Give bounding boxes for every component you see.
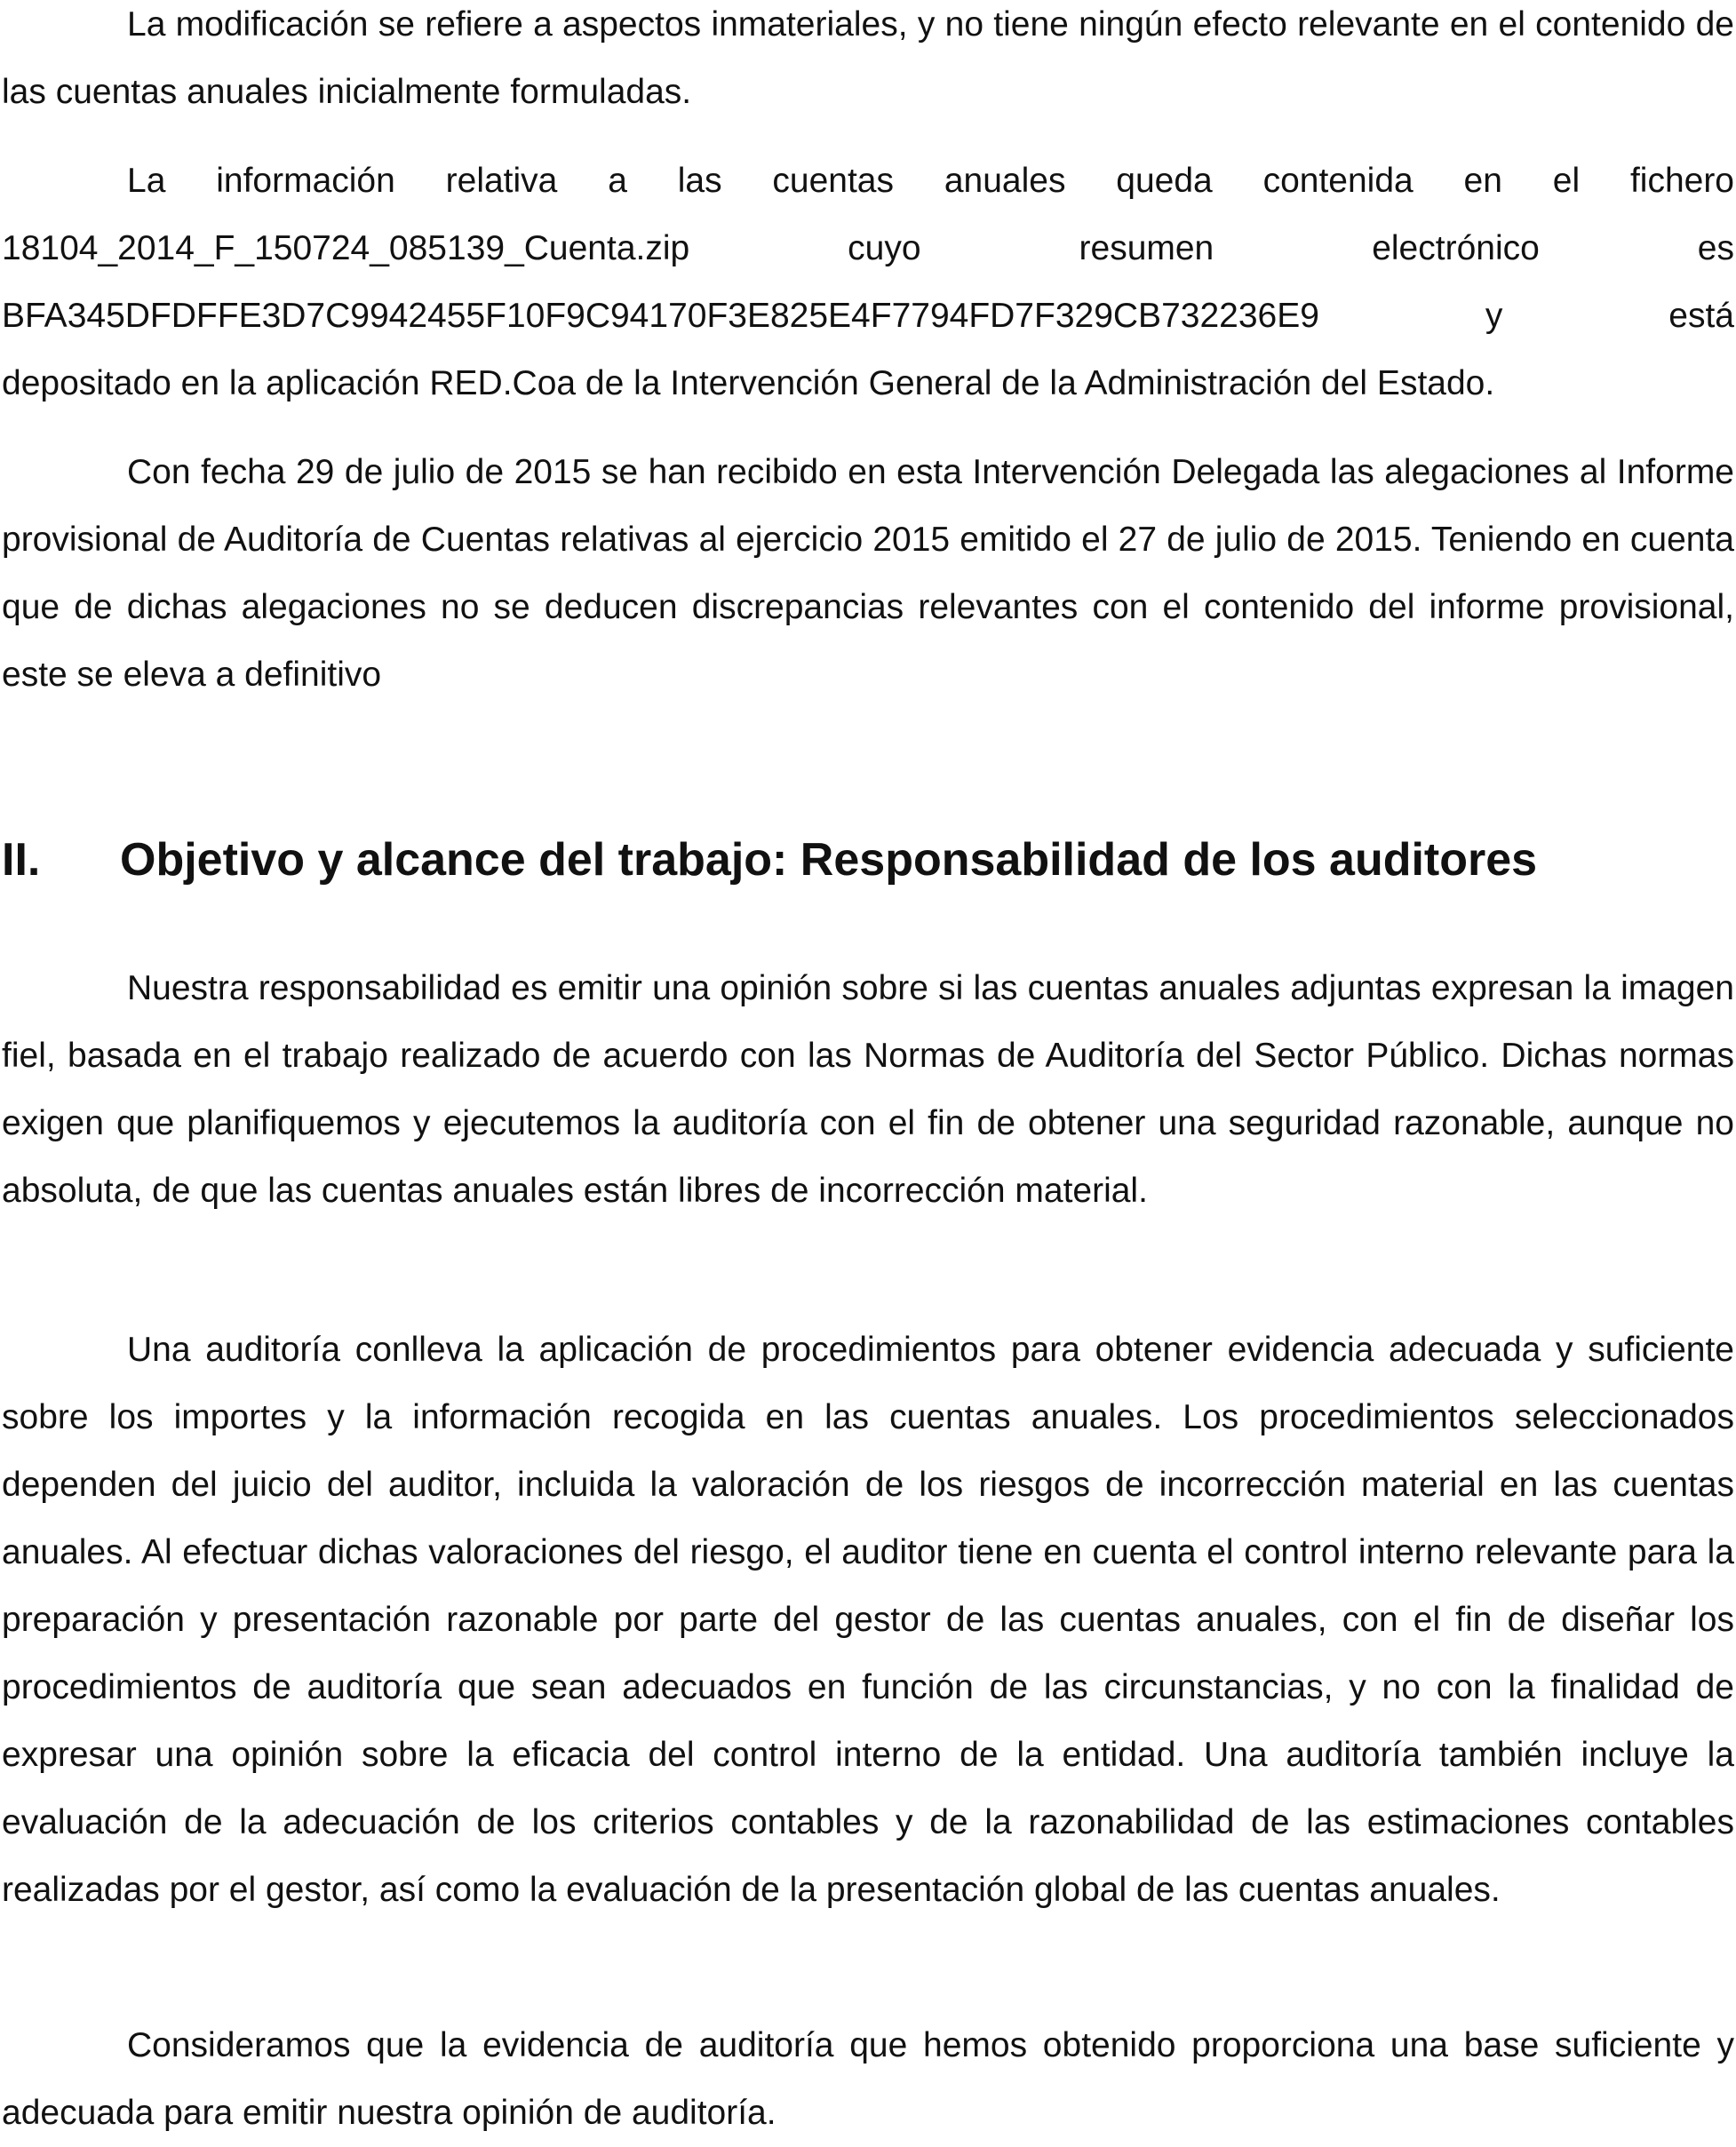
file-info-line-1: La información relativa a las cuentas anuales queda contenida en el fichero bbox=[127, 162, 1734, 200]
file-info-line-4: depositado en la aplicación RED.Coa de la Intervención General de la Administración del Estado. bbox=[2, 364, 1495, 402]
paragraph-audit-evidence: Consideramos que la evidencia de auditoría que hemos obtenido proporciona una base suficiente y adecuada para emitir nuestra opinión de auditoría. bbox=[2, 2026, 1734, 2132]
paragraph-modification: La modificación se refiere a aspectos inmateriales, y no tiene ningún efecto relevante en el contenido de las cuentas anuales inicialmente formuladas. bbox=[2, 5, 1734, 111]
file-info-line-3: BFA345DFDFFE3D7C9942455F10F9C94170F3E825E4F7794FD7F329CB732236E9 y está bbox=[2, 282, 1734, 350]
paragraph-responsibility: Nuestra responsabilidad es emitir una opinión sobre si las cuentas anuales adjuntas expresan la imagen fiel, basada en el trabajo realizado de acuerdo con las Normas de Auditoría del Sector Público. Dichas normas exigen que planifiquemos y ejecutemos la auditoría con el fin de obtener una seguridad razonable, aunque no absoluta, de que las cuentas anuales están libres de incorrección material. bbox=[2, 969, 1734, 1210]
file-name: 18104_2014_F_150724_085139_Cuenta.zip bbox=[2, 229, 690, 267]
section-heading bbox=[2, 826, 1734, 894]
paragraph-allegations: Con fecha 29 de julio de 2015 se han recibido en esta Intervención Delegada las alegaciones al Informe provisional de Auditoría de Cuentas relativas al ejercicio 2015 emitido el 27 de julio de 2015. Teniendo en cuenta que de dichas alegaciones no se deducen discrepancias relevantes con el contenido del informe provisional, este se eleva a definitivo bbox=[2, 453, 1734, 694]
file-info-line-2: 18104_2014_F_150724_085139_Cuenta.zip cuyo resumen electrónico es bbox=[2, 215, 1734, 282]
section-number: II. bbox=[2, 834, 41, 886]
section-title: Objetivo y alcance del trabajo: Responsabilidad de los auditores bbox=[120, 834, 1538, 886]
paragraph-file-info bbox=[2, 147, 1734, 417]
electronic-hash: BFA345DFDFFE3D7C9942455F10F9C94170F3E825E4F7794FD7F329CB732236E9 bbox=[2, 297, 1319, 335]
paragraph-audit-procedures: Una auditoría conlleva la aplicación de procedimientos para obtener evidencia adecuada y suficiente sobre los importes y la información recogida en las cuentas anuales. Los procedimientos seleccionados dependen del juicio del auditor, incluida la valoración de los riesgos de incorrección material en las cuentas anuales. Al efectuar dichas valoraciones del riesgo, el auditor tiene en cuenta el control interno relevante para la preparación y presentación razonable por parte del gestor de las cuentas anuales, con el fin de diseñar los procedimientos de auditoría que sean adecuados en función de las circunstancias, y no con la finalidad de expresar una opinión sobre la eficacia del control interno de la entidad. Una auditoría también incluye la evaluación de la adecuación de los criterios contables y de la razonabilidad de las estimaciones contables realizadas por el gestor, así como la evaluación de la presentación global de las cuentas anuales. bbox=[2, 1331, 1734, 1909]
